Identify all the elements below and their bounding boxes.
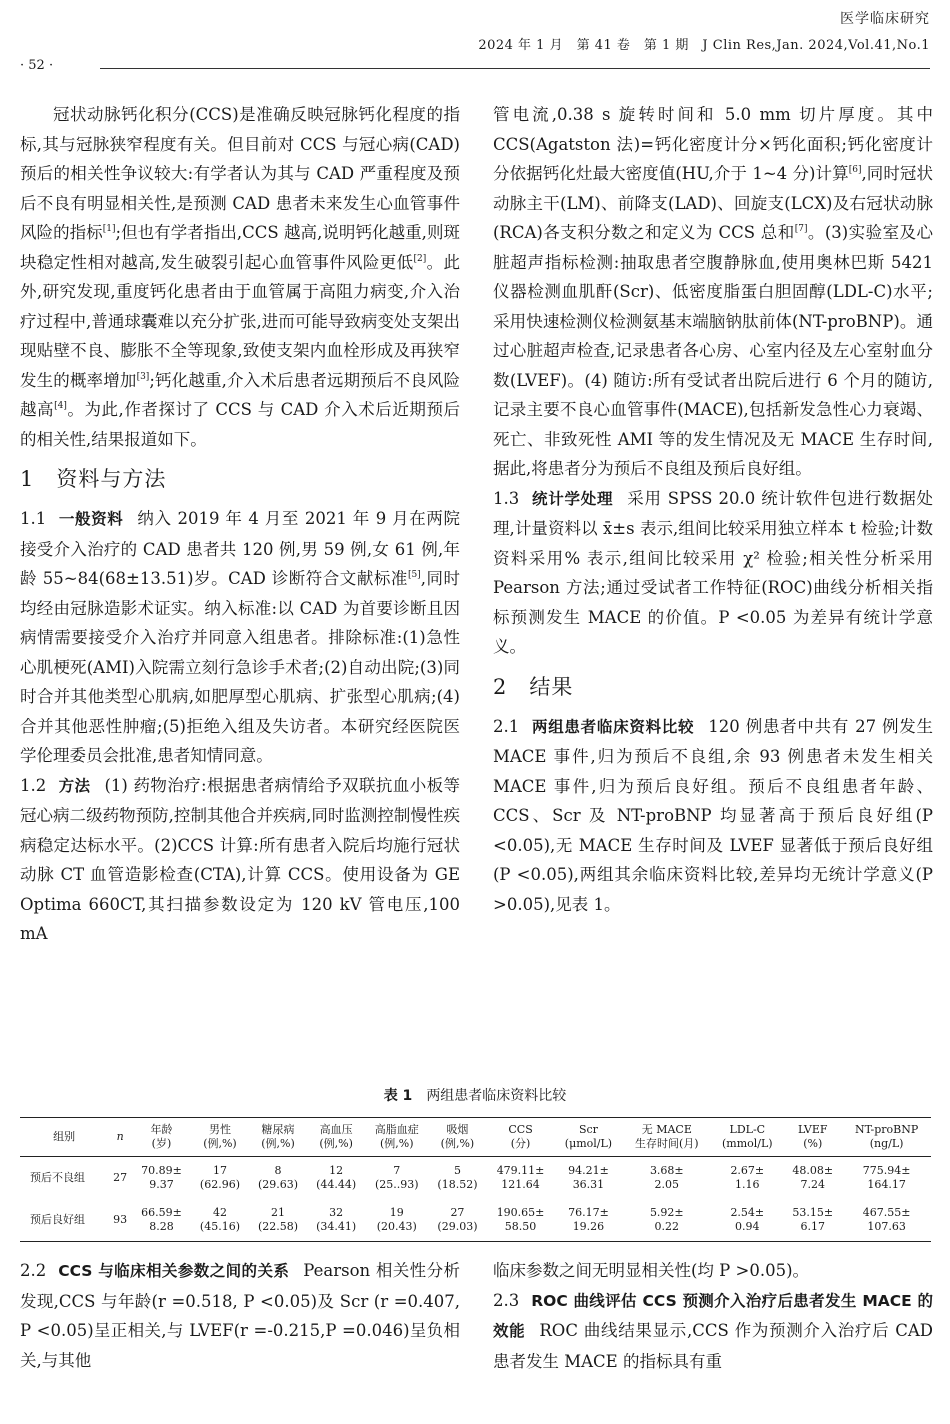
table-header-cell: 男性 (例,%) [191,1118,249,1157]
intro-text-c: 。此外,研究发现,重度钙化患者由于血管属于高阻力病变,介入治疗过程中,普通球囊难以充分扩张,进而可能导致病变处支架出现贴壁不良、膨胀不全等现象,致使支架内血栓形成及再狭窄发生的概率增加 [20,252,460,390]
table-cell: 17 (62.96) [199,1164,240,1191]
table-cell: 2.54± 0.94 [711,1199,783,1242]
ref-2: [2] [413,253,427,264]
intro-text-e: 。为此,作者探讨了 CCS 与 CAD 介入术后近期预后的相关性,结果报道如下。 [20,400,461,449]
ref-6: [6] [848,165,862,175]
bottom-right-column [493,1256,933,1376]
table-header-cell: 高血压 (例,%) [307,1118,365,1157]
section-1-2-text: (1) 药物治疗:根据患者病情给予双联抗血小板等冠心病二级药物预防,控制其他合并疾病,同时监测控制慢性疾病稳定达标水平。(2)CCS 计算:所有患者入院后均施行冠状动脉 CT 血管造影检查(CTA),计算 CCS。使用设备为 GE Optima 660CT,其扫描参数设定为 120 kV 管电压,100 mA [20,775,460,943]
section-1-1-text: 纳入 2019 年 4 月至 2021 年 9 月在两院接受介入治疗的 CAD 患者共 120 例,男 59 例,女 61 例,年龄 55~84(68±13.51)岁。CAD 诊断符合文献标准 [20,509,460,588]
table-cell: 48.08± 7.24 [792,1164,834,1191]
table-cell: 7 (25..93) [374,1164,419,1191]
table-cell: 93 [108,1199,132,1242]
section-1-3-text: 采用 SPSS 20.0 统计软件包进行数据处理,计量资料以 x̄±s 表示,组间比较采用独立样本 t 检验;计数资料采用% 表示,组间比较采用 χ² 检验;相关性分析采用 Pearson 方法;通过受试者工作特征(ROC)曲线分析相关指标预测发生 MACE 的价值。P <0.05 为差异有统计学意义。 [493,488,933,656]
table-cell: 190.65± 58.50 [486,1199,554,1242]
table-caption-title: 两组患者临床资料比较 [426,1088,567,1104]
section-1-2-paragraph [20,771,460,949]
journal-name: 医学临床研究 [840,11,930,27]
table-header-cell: 糖尿病 (例,%) [249,1118,307,1157]
table-cell: 94.21± 36.31 [568,1164,609,1191]
table-cell: 42 (45.16) [191,1199,249,1242]
table-cell: 19 (20.43) [365,1199,428,1242]
section-2-2-title: CCS 与临床相关参数之间的关系 [58,1262,290,1280]
ref-7: [7] [794,224,808,234]
section-2-1-text: 120 例患者中共有 27 例发生 MACE 事件,归为预后不良组,余 93 例患者未发生相关 MACE 事件,归为预后良好组。预后不良组患者年龄、CCS、Scr 及 NT-proBNP 均显著高于预后良好组(P <0.05),无 MACE 生存时间及 LVEF 显著低于预后良好组(P <0.05),两组其余临床资料比较,差异均无统计学意义(P >0.05),见表 1。 [493,716,933,914]
section-1-3-paragraph [493,484,933,662]
table-cell: 5.92± 0.22 [622,1199,711,1242]
section-2-3-number: 2.3 [493,1290,520,1310]
table-header-cell: n [108,1118,132,1157]
section-1-1-text-b: ,同时均经由冠脉造影术证实。纳入标准:以 CAD 为首要诊断且因病情需要接受介入治疗并同意入组患者。排除标准:(1)急性心肌梗死(AMI)入院需立刻行急诊手术者;(2)自动出院;(3)同时合并其他类型心肌病,如肥厚型心肌病、扩张型心肌病;(4)合并其他恶性肿瘤;(5)拒绝入组及失访者。本研究经医院医学伦理委员会批准,患者知情同意。 [20,569,460,765]
section-1-3-number: 1.3 [493,488,520,508]
methods-text-b: ,同时冠状动脉主干(LM)、前降支(LAD)、回旋支(LCX)及右冠状动脉(RCA)各支积分数之和定义为 CCS 总和 [493,164,933,242]
table-cell: 76.17± 19.26 [555,1199,623,1242]
methods-text-c: 。(3)实验室及心脏超声指标检测:抽取患者空腹静脉血,使用奥林巴斯 5421 仪器检测血肌酐(Scr)、低密度脂蛋白胆固醇(LDL-C)水平;采用快速检测仪检测氨基末端脑钠肽前体(NT-proBNP)。通过心脏超声检查,记录患者各心房、心室内径及左心室射血分数(LVEF)。(4) 随访:所有受试者出院后进行 6 个月的随访,记录主要不良心血管事件(MACE),包括新发急性心力衰竭、死亡、非致死性 AMI 等的发生情况及无 MACE 生存时间,据此,将患者分为预后不良组及预后良好组。 [493,223,934,478]
table-caption-number: 表 1 [383,1088,413,1104]
table-caption [0,1085,950,1105]
section-2-1-number: 2.1 [493,716,520,736]
table-cell: 5 (18.52) [437,1164,478,1191]
table-cell: 775.94± 164.17 [862,1164,911,1191]
ref-3: [3] [136,371,150,382]
intro-text-d: ;钙化越重,介入术后患者远期预后不良风险越高 [20,370,460,419]
table-header-cell: LVEF (%) [783,1118,842,1157]
intro-text-b: ;但也有学者指出,CCS 越高,说明钙化越重,则斑块稳定性相对越高,发生破裂引起心血管事件风险更低 [20,223,461,272]
right-column [493,100,933,919]
table-cell: 27 [113,1171,128,1184]
table-row [20,1199,931,1242]
issue-line: 2024 年 1 月 第 41 卷 第 1 期 J Clin Res,Jan. 2024,Vol.41,No.1 [478,38,930,53]
table-cell: 70.89± 9.37 [141,1164,182,1191]
table-header-cell: NT-proBNP (ng/L) [842,1118,931,1157]
table-header-cell: 年龄 (岁) [132,1118,191,1157]
section-2-1-title: 两组患者临床资料比较 [531,717,695,736]
table-cell: 12 (44.44) [316,1164,357,1191]
table-header-cell: Scr (μmol/L) [555,1118,623,1157]
ref-5: [5] [407,570,421,580]
section-2-2-text: Pearson 相关性分析发现,CCS 与年龄(r =0.518, P <0.05)及 Scr (r =0.407, P <0.05)呈正相关,与 LVEF(r =-0.215,P =0.046)呈负相关,与其他 [20,1261,460,1370]
table-header-cell: CCS (分) [486,1118,554,1157]
table-cell: 8 (29.63) [258,1164,299,1191]
ref-4: [4] [54,401,67,411]
ref-1: [1] [102,224,116,234]
table-cell: 2.67± 1.16 [730,1164,765,1191]
section-1-3-title: 统计学处理 [531,489,614,508]
intro-text: 冠状动脉钙化积分(CCS)是准确反映冠脉钙化程度的指标,其与冠脉狭窄程度有关。但目前对 CCS 与冠心病(CAD)预后的相关性争议较大:有学者认为其与 CAD 严重程度及预后不良有明显相关性,是预测 CAD 患者未来发生心血管事件风险的指标 [20,105,460,242]
section-1-1-title: 一般资料 [58,510,124,528]
clinical-data-table [20,1117,931,1242]
table-cell: 27 (29.03) [428,1199,486,1242]
section-1-2-number: 1.2 [20,775,47,795]
section-1-2-title: 方法 [58,776,91,795]
section-2-3-text: ROC 曲线结果显示,CCS 作为预测介入治疗后 CAD 患者发生 MACE 的指标具有重 [493,1321,933,1371]
table-cell: 467.55± 107.63 [842,1199,931,1242]
section-2-2-continued: 临床参数之间无明显相关性(均 P >0.05)。 [493,1261,810,1280]
table-cell: 32 (34.41) [307,1199,365,1242]
table-row [20,1157,931,1200]
table-cell: 66.59± 8.28 [132,1199,191,1242]
section-2-heading [493,672,933,702]
section-2-title: 结果 [529,674,574,699]
table-cell: 21 (22.58) [249,1199,307,1242]
section-1-number: 1 [20,467,35,491]
table-cell: 3.68± 2.05 [649,1164,684,1191]
table-header-cell: 无 MACE 生存时间(月) [622,1118,711,1157]
table-cell: 479.11± 121.64 [496,1164,545,1191]
table-cell: 53.15± 6.17 [783,1199,842,1242]
table-header-cell: 高脂血症 (例,%) [365,1118,428,1157]
table-header-row [20,1118,931,1157]
table-header-cell: 组别 [20,1118,108,1157]
section-2-2-paragraph [20,1256,460,1375]
left-column [20,100,460,949]
header-rule [100,68,930,69]
section-1-title: 资料与方法 [56,467,167,491]
page-number: · 52 · [20,58,54,73]
table-cell: 预后良好组 [20,1199,108,1242]
section-2-1-paragraph [493,712,933,920]
section-2-2-number: 2.2 [20,1261,47,1280]
table-cell: 预后不良组 [30,1171,85,1184]
table-header-cell: LDL-C (mmol/L) [711,1118,783,1157]
bottom-left-column [20,1256,460,1375]
section-2-3-paragraph [493,1286,933,1377]
section-1-heading [20,464,460,494]
section-2-number: 2 [493,674,508,699]
table-header-cell: 吸烟 (例,%) [428,1118,486,1157]
section-1-1-paragraph [20,504,460,771]
section-2-3-title: ROC 曲线评估 CCS 预测介入治疗后患者发生 MACE 的效能 [493,1291,933,1340]
methods-continued-paragraph [493,100,933,484]
intro-paragraph [20,100,460,454]
section-1-1-number: 1.1 [20,509,47,528]
methods-text-a: 管电流,0.38 s 旋转时间和 5.0 mm 切片厚度。其中 CCS(Agatston 法)=钙化密度计分×钙化面积;钙化密度计分依据钙化灶最大密度值(HU,介于 1~4 分)计算 [493,105,933,183]
